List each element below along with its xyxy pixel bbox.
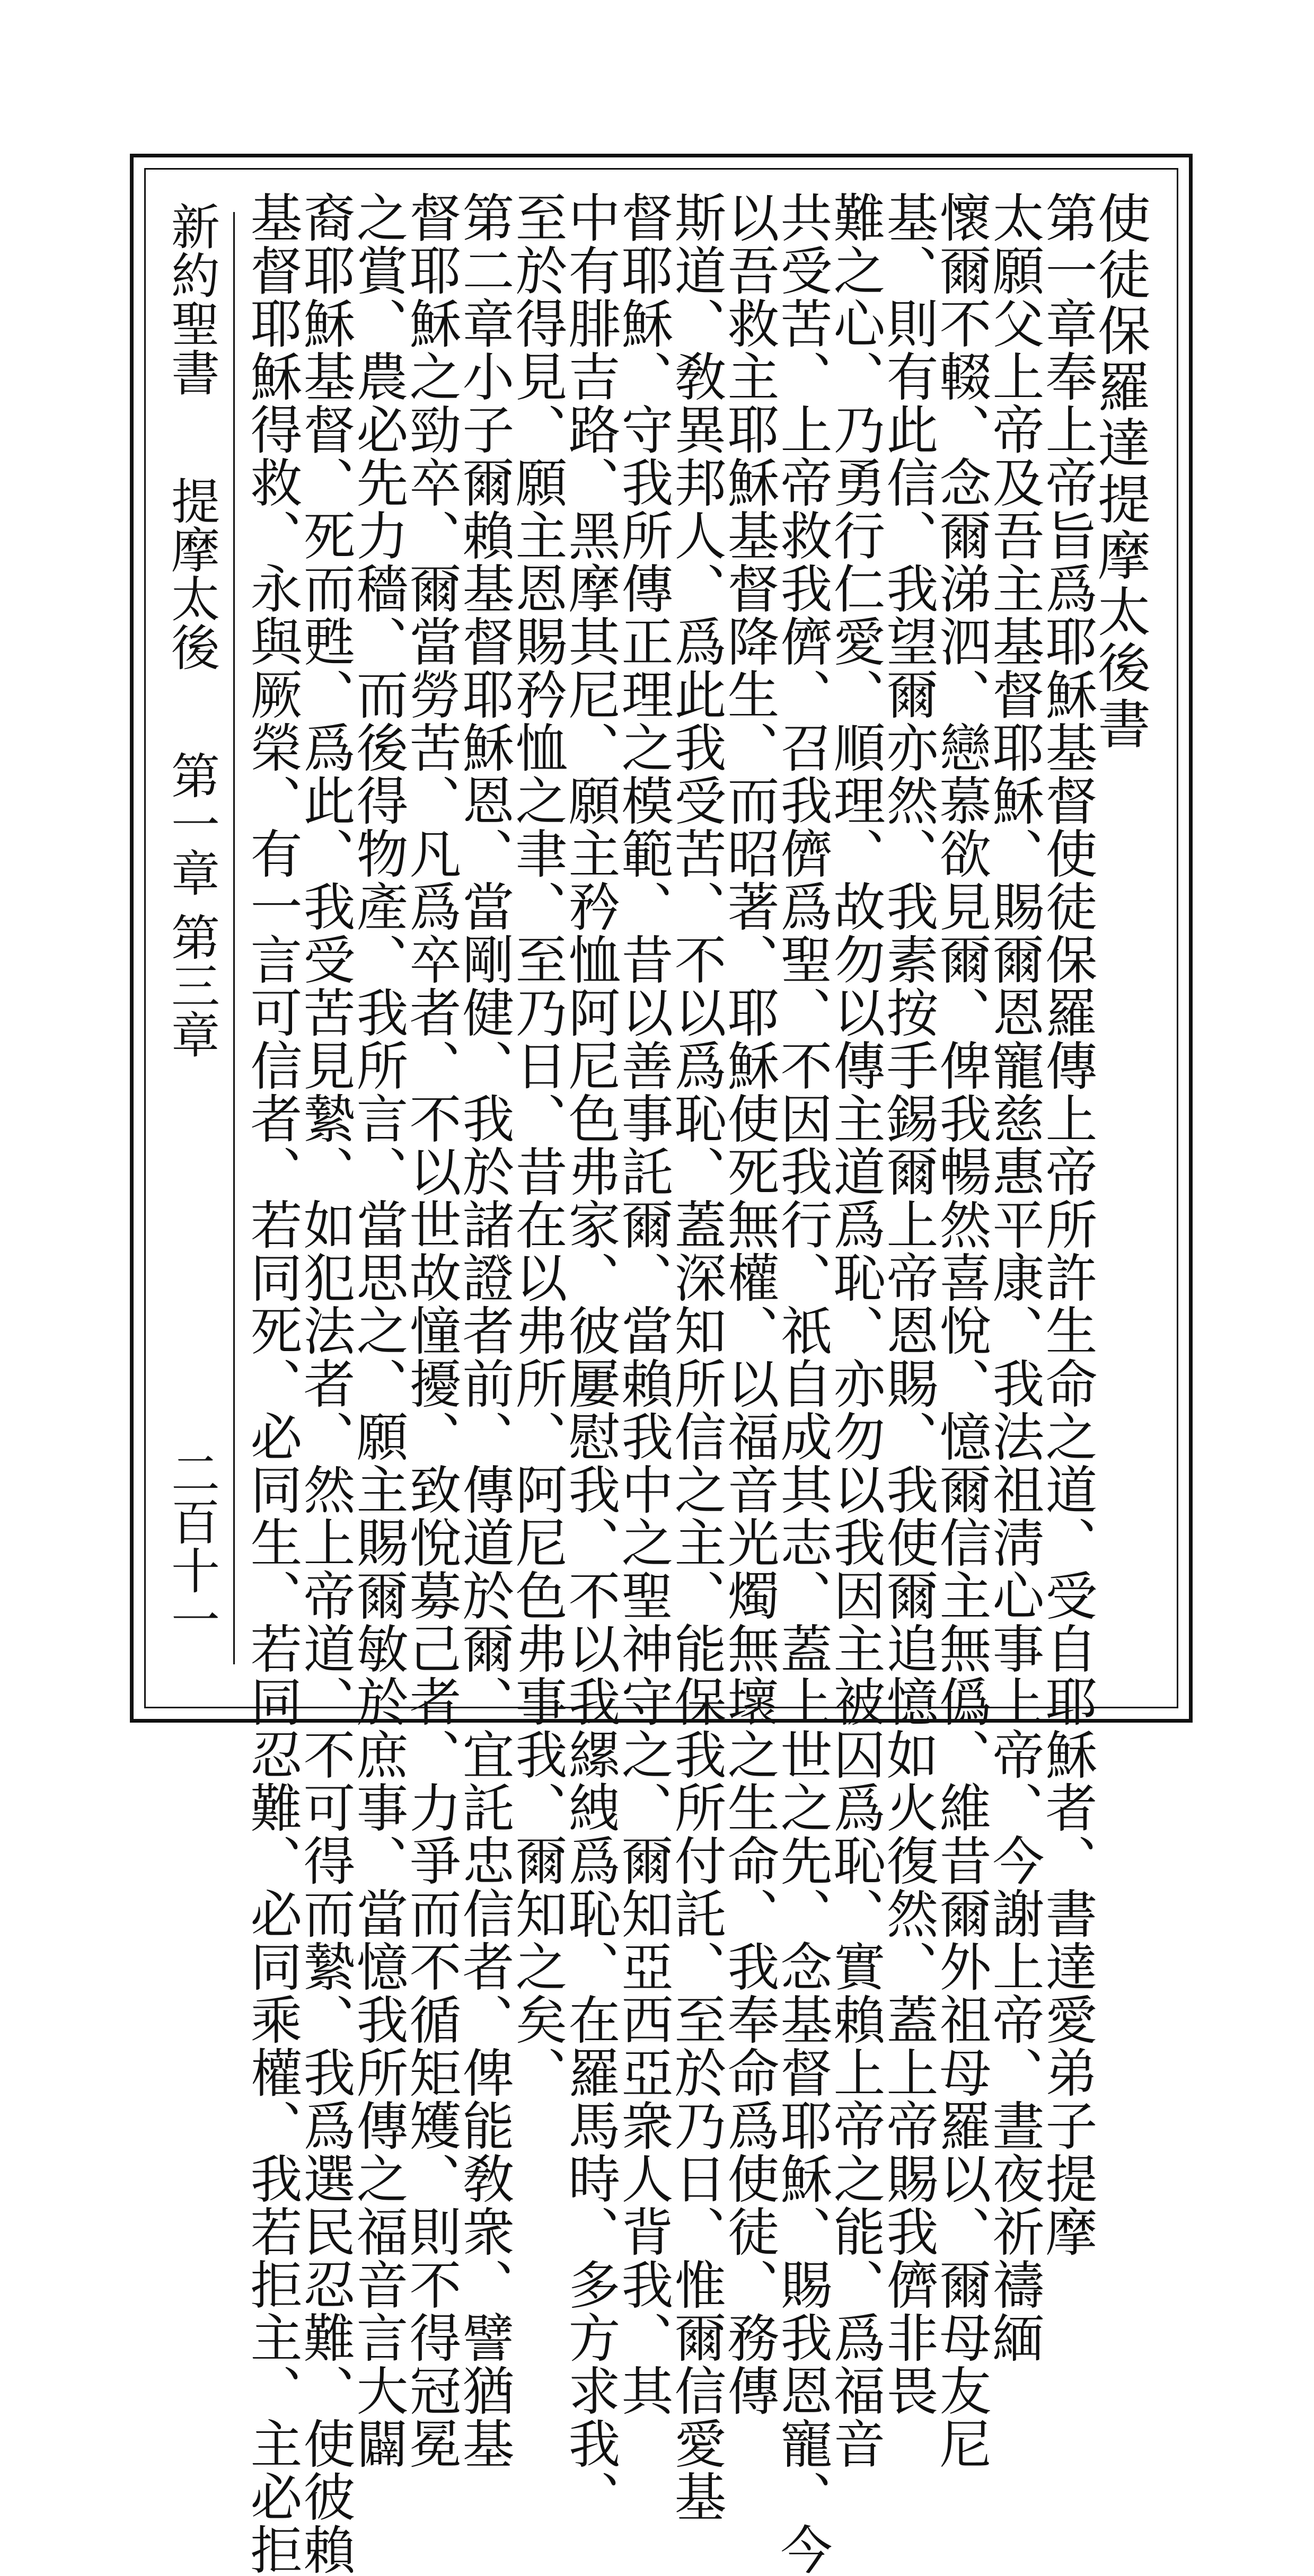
margin-divider xyxy=(233,212,235,1664)
text-column-9: 督耶穌、守我所傳正理之模範、昔以善事託爾、當賴我中之聖神守之、爾知亞西亞衆人背我、其 xyxy=(613,191,673,2417)
text-column-3: 懷爾不輟、念爾涕泗、戀慕欲見爾、俾我暢然喜悅、憶爾信主無僞、維昔爾外祖母羅以、爾母友尼 xyxy=(931,191,991,2470)
text-column-2: 太願父上帝及吾主基督耶穌、賜爾恩寵慈惠平康、我法祖淸心事上帝、今謝上帝、晝夜祈禱緬 xyxy=(984,191,1044,2364)
text-column-13: 督耶穌之勁卒、爾當勞苦、凡爲卒者、不以世故憧擾、致悅募己者、力爭而不循矩矱、則不得冠冕 xyxy=(401,191,461,2470)
book-title: 新約聖書 xyxy=(163,201,220,396)
section-name: 提摩太後 xyxy=(163,476,220,671)
page-frame xyxy=(130,154,1193,2576)
page-number: 二百十一 xyxy=(163,1448,220,1643)
text-column-6: 共受苦、上帝救我儕、召我儕爲聖、不因我行、祇自成其志、蓋上世之先、念基督耶穌、賜我恩寵、今 xyxy=(772,191,832,2576)
chapter-range: 第一章 第三章 xyxy=(163,751,220,1059)
running-head xyxy=(163,201,220,1059)
text-column-10: 中有腓吉路、黑摩其尼、願主矜恤阿尼色弗家、彼屢慰我、不以我縲絏爲恥、在羅馬時、多方求我、 xyxy=(560,191,620,2523)
page-inner-border xyxy=(144,168,1178,2576)
text-column-16: 基督耶穌得救、永與厥榮、有一言可信者、若同死、必同生、若同忍難、必同乘權、我若拒主、主必拒 xyxy=(242,191,302,2576)
text-column-7: 以吾救主耶穌基督降生、而昭著、耶穌使死無權、以福音光燭無壞之生命、我奉命爲使徒、務傳 xyxy=(719,191,779,2417)
text-column-4: 基、則有此信、我望爾亦然、我素按手錫爾上帝恩賜、我使爾追憶如火復然、蓋上帝賜我儕非畏 xyxy=(878,191,938,2417)
text-column-15: 裔耶穌基督、死而甦、爲此、我受苦見縶、如犯法者、然上帝道、不可得而縶、我爲選民忍難、使彼賴 xyxy=(295,191,355,2576)
text-column-14: 之賞、農必先力穡、而後得物產、我所言、當思之、願主賜爾敏於庶事、當憶我所傳之福音言大闢 xyxy=(348,191,408,2470)
text-column-8: 斯道、敎異邦人、爲此我受苦、不以爲恥、蓋深知所信之主、能保我所付託、至於乃日、惟爾信愛基 xyxy=(666,191,726,2523)
text-column-5: 難之心、乃勇行仁愛、順理、故勿以傳主道爲恥、亦勿以我因主被囚爲恥、實賴上帝之能、爲福音 xyxy=(825,191,885,2470)
book-heading: 使徒保羅達提摩太後書 xyxy=(1089,191,1151,753)
text-column-11: 至於得見、願主恩賜矜恤之聿、至乃日、昔在以弗所、阿尼色弗事我、爾知之矣、 xyxy=(507,191,567,2099)
text-column-1: 第一章奉上帝旨爲耶穌基督使徒保羅傳上帝所許生命之道、受自耶穌者、書達愛弟子提摩 xyxy=(1037,191,1097,2258)
text-column-12: 第二章小子爾賴基督耶穌恩、當剛健、我於諸證者前、傳道於爾、宜託忠信者、俾能敎衆、譬猶基 xyxy=(454,191,514,2470)
